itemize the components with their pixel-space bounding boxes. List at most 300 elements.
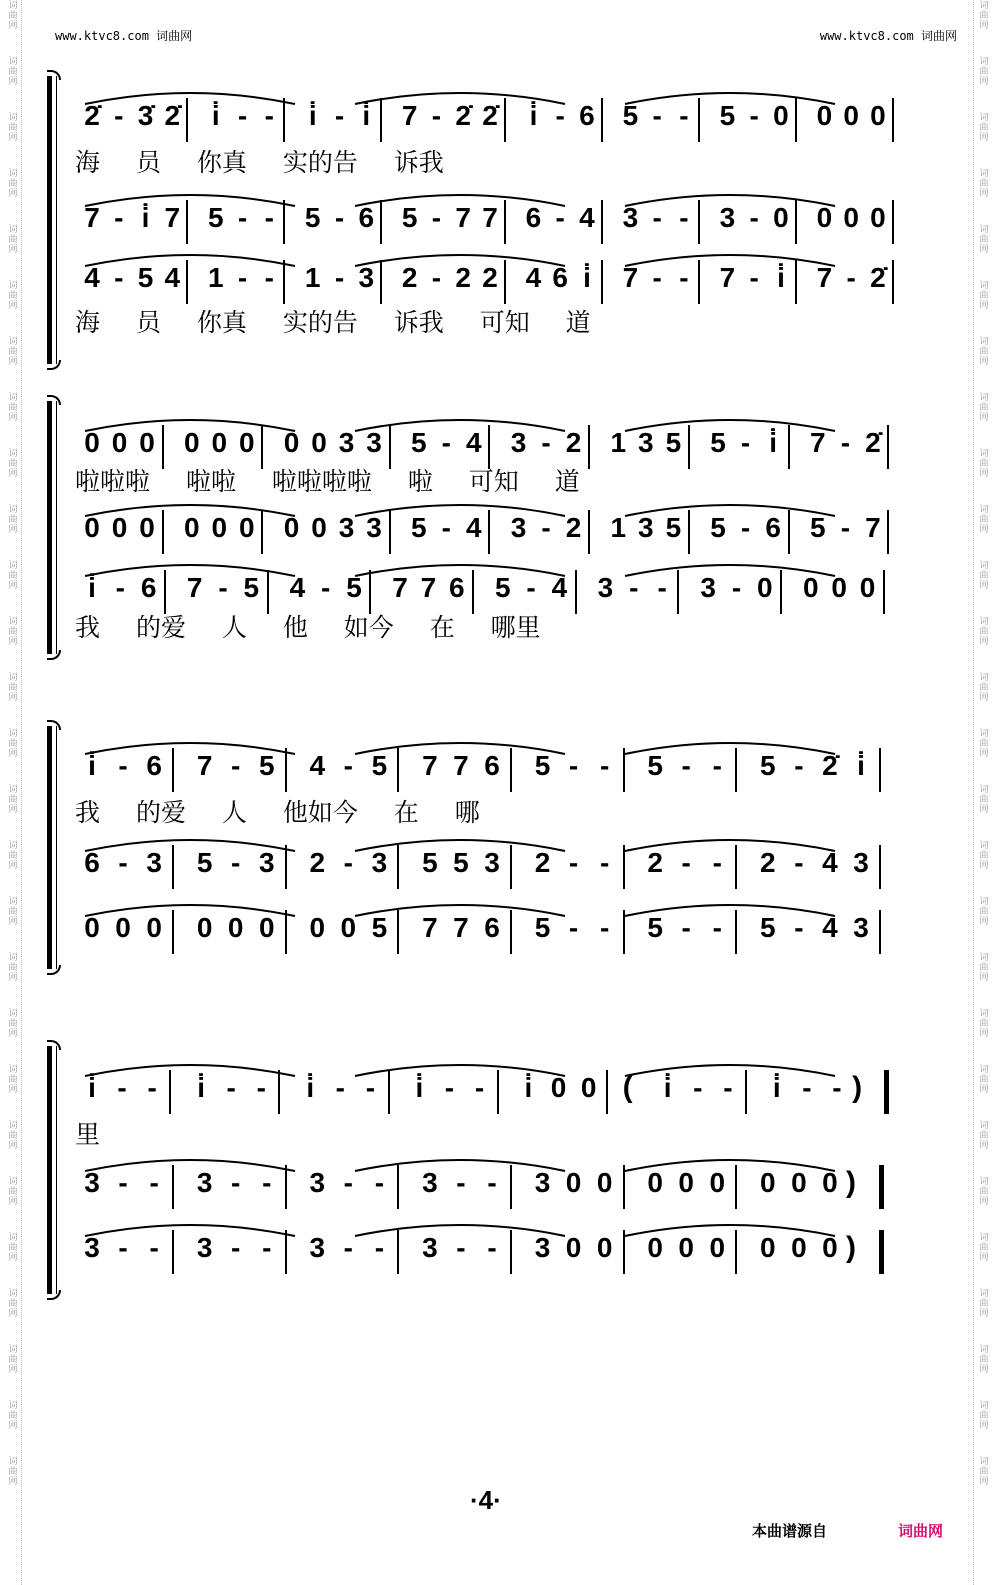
note: - bbox=[456, 1232, 466, 1263]
note: - bbox=[262, 1167, 272, 1198]
note: 6 bbox=[140, 572, 157, 603]
note: - bbox=[723, 1072, 733, 1103]
note: - bbox=[118, 1167, 128, 1198]
note: - bbox=[441, 512, 451, 543]
barline bbox=[186, 260, 188, 304]
watermark-mark: 词曲网 bbox=[978, 0, 989, 30]
note: 0 bbox=[678, 1167, 694, 1198]
note: 0 bbox=[822, 1167, 838, 1198]
note: - bbox=[652, 100, 662, 131]
note: - bbox=[599, 912, 610, 943]
note: - bbox=[431, 100, 442, 131]
barline bbox=[698, 200, 700, 244]
lyric-line bbox=[45, 467, 945, 497]
note: - bbox=[334, 100, 345, 131]
note: 0 bbox=[816, 100, 833, 131]
note: 3 bbox=[196, 1232, 213, 1263]
repeat-paren: ) bbox=[852, 1071, 863, 1104]
note: - bbox=[231, 847, 241, 878]
note: 3 bbox=[366, 512, 382, 543]
note: - bbox=[712, 912, 722, 943]
watermark-mark: 词曲网 bbox=[978, 672, 989, 702]
note: 0 bbox=[84, 912, 100, 943]
note: 0 bbox=[822, 1232, 838, 1263]
note: 4 bbox=[525, 262, 542, 293]
watermark-mark: 词曲网 bbox=[978, 560, 989, 590]
note: 5 bbox=[137, 262, 154, 293]
barline bbox=[879, 910, 881, 954]
watermark-mark: 词曲网 bbox=[7, 280, 18, 310]
watermark-mark: 词曲网 bbox=[7, 1456, 18, 1486]
note: 2 bbox=[759, 847, 776, 878]
note: - bbox=[256, 1072, 266, 1103]
barline bbox=[688, 425, 690, 469]
note: 7 bbox=[455, 202, 471, 233]
note: 0 bbox=[870, 202, 886, 233]
barline bbox=[172, 1230, 174, 1274]
note: 3 bbox=[622, 202, 639, 233]
barline bbox=[795, 260, 797, 304]
note: 0 bbox=[773, 202, 789, 233]
watermark-mark: 词曲网 bbox=[978, 1400, 989, 1430]
watermark-mark: 词曲网 bbox=[978, 728, 989, 758]
note: i̇ bbox=[362, 100, 371, 131]
note: - bbox=[431, 262, 442, 293]
watermark-mark: 词曲网 bbox=[978, 896, 989, 926]
note: 3 bbox=[853, 847, 869, 878]
barline bbox=[380, 200, 382, 244]
note: - bbox=[147, 1072, 157, 1103]
barline bbox=[172, 748, 174, 792]
note: 0 bbox=[311, 427, 327, 458]
note: 5 bbox=[243, 572, 260, 603]
note: - bbox=[652, 202, 662, 233]
barline bbox=[169, 1070, 171, 1114]
note: 0 bbox=[111, 512, 128, 543]
barline bbox=[261, 425, 263, 469]
note: 0 bbox=[596, 1167, 613, 1198]
note: i̇ bbox=[663, 1072, 672, 1103]
note: - bbox=[679, 202, 689, 233]
note: 7 bbox=[422, 750, 438, 781]
barline bbox=[601, 200, 603, 244]
note: - bbox=[802, 1072, 812, 1103]
note: - bbox=[231, 1232, 241, 1263]
note: - bbox=[114, 202, 124, 233]
note: 0 bbox=[709, 1167, 726, 1198]
watermark-mark: 词曲网 bbox=[978, 1288, 989, 1318]
watermark-mark: 词曲网 bbox=[978, 448, 989, 478]
note: 4 bbox=[822, 912, 838, 943]
watermark-mark: 词曲网 bbox=[978, 336, 989, 366]
note: 7 bbox=[865, 512, 881, 543]
note: 5 bbox=[453, 847, 469, 878]
note: 2̇ bbox=[164, 100, 181, 131]
note: 4 bbox=[309, 750, 326, 781]
watermark-mark: 词曲网 bbox=[7, 896, 18, 926]
note: - bbox=[681, 847, 691, 878]
barline bbox=[186, 98, 188, 142]
barline bbox=[397, 845, 399, 889]
note: 5 bbox=[401, 202, 418, 233]
note: 6 bbox=[765, 512, 781, 543]
note: - bbox=[431, 202, 442, 233]
note: 3 bbox=[638, 512, 654, 543]
note: - bbox=[712, 847, 722, 878]
note: - bbox=[264, 202, 274, 233]
note: 7 bbox=[810, 427, 826, 458]
watermark-mark: 词曲网 bbox=[978, 280, 989, 310]
barline bbox=[735, 1165, 737, 1209]
barline bbox=[735, 845, 737, 889]
note: 3 bbox=[510, 427, 527, 458]
note: 0 bbox=[146, 912, 162, 943]
note: 7 bbox=[482, 202, 498, 233]
note: - bbox=[117, 1072, 127, 1103]
note: 3 bbox=[484, 847, 500, 878]
note: 2̇ bbox=[870, 262, 886, 293]
note: 5 bbox=[422, 847, 438, 878]
note: 5 bbox=[710, 512, 726, 543]
note: 2 bbox=[309, 847, 326, 878]
note: - bbox=[365, 1072, 376, 1103]
barline bbox=[795, 200, 797, 244]
note: 0 bbox=[139, 512, 155, 543]
note: 0 bbox=[211, 512, 228, 543]
barline bbox=[510, 910, 512, 954]
note: 2̇ bbox=[482, 100, 498, 131]
note: 3 bbox=[309, 1167, 326, 1198]
note: 0 bbox=[831, 572, 847, 603]
note: 5 bbox=[710, 427, 726, 458]
watermark-mark: 词曲网 bbox=[7, 392, 18, 422]
note: i̇ bbox=[529, 100, 538, 131]
lyric-text: 啦啦啦 啦啦 啦啦啦啦 啦 可知 道 bbox=[75, 467, 580, 496]
note: 0 bbox=[816, 202, 833, 233]
note: 0 bbox=[196, 912, 213, 943]
watermark-mark: 词曲网 bbox=[7, 56, 18, 86]
barline bbox=[510, 1230, 512, 1274]
note: 0 bbox=[791, 1167, 807, 1198]
note: i̇ bbox=[88, 1072, 96, 1103]
note: - bbox=[679, 262, 689, 293]
note: 6 bbox=[484, 750, 500, 781]
barline bbox=[380, 260, 382, 304]
note: 3̇ bbox=[137, 100, 154, 131]
lyric-text: 海 员 你真 实的告 诉我 可知 道 bbox=[75, 308, 591, 337]
note: 2 bbox=[647, 847, 663, 878]
repeat-paren: ( bbox=[622, 1071, 633, 1104]
note: - bbox=[444, 1072, 455, 1103]
watermark-mark: 词曲网 bbox=[7, 1400, 18, 1430]
note: 2̇ bbox=[84, 100, 100, 131]
barline bbox=[698, 98, 700, 142]
watermark-mark: 词曲网 bbox=[7, 448, 18, 478]
barline bbox=[887, 510, 889, 554]
note: - bbox=[237, 202, 248, 233]
barline bbox=[283, 200, 285, 244]
note: - bbox=[237, 262, 248, 293]
watermark-mark: 词曲网 bbox=[7, 112, 18, 142]
note: 3 bbox=[510, 512, 527, 543]
note: - bbox=[456, 1167, 466, 1198]
lyric-line bbox=[45, 613, 945, 643]
barline bbox=[698, 260, 700, 304]
note: i̇ bbox=[415, 1072, 424, 1103]
note-line bbox=[45, 570, 945, 610]
header-site-right: www.ktvc8.com 词曲网 bbox=[819, 29, 957, 43]
note: i̇ bbox=[211, 100, 220, 131]
note: - bbox=[599, 750, 610, 781]
barline bbox=[883, 570, 885, 614]
note: 5 bbox=[258, 750, 275, 781]
barline bbox=[283, 260, 285, 304]
note: 3 bbox=[853, 912, 869, 943]
watermark-mark: 词曲网 bbox=[7, 672, 18, 702]
lyric-line bbox=[45, 308, 945, 338]
note: - bbox=[794, 912, 804, 943]
note: - bbox=[794, 847, 804, 878]
note: 0 bbox=[211, 427, 228, 458]
note: - bbox=[441, 427, 451, 458]
note: 2̇ bbox=[865, 427, 881, 458]
note: 0 bbox=[183, 512, 200, 543]
note: 7 bbox=[422, 912, 438, 943]
barline bbox=[186, 200, 188, 244]
note: - bbox=[264, 262, 274, 293]
note: 5 bbox=[759, 912, 776, 943]
note: - bbox=[568, 750, 579, 781]
barline bbox=[504, 200, 506, 244]
note: 3 bbox=[84, 1167, 100, 1198]
note: 0 bbox=[647, 1167, 663, 1198]
note: - bbox=[118, 847, 128, 878]
note: 3 bbox=[338, 427, 355, 458]
note: i̇ bbox=[583, 262, 591, 293]
note: 2 bbox=[565, 427, 582, 458]
barline bbox=[172, 1165, 174, 1209]
watermark-mark: 词曲网 bbox=[978, 1456, 989, 1486]
barline bbox=[261, 510, 263, 554]
watermark-mark: 词曲网 bbox=[7, 560, 18, 590]
barline bbox=[164, 570, 166, 614]
watermark-mark: 词曲网 bbox=[7, 1232, 18, 1262]
watermark-mark: 词曲网 bbox=[978, 112, 989, 142]
barline bbox=[504, 98, 506, 142]
note: i̇ bbox=[308, 100, 317, 131]
barline bbox=[283, 98, 285, 142]
note: - bbox=[334, 202, 345, 233]
watermark-mark: 词曲网 bbox=[978, 784, 989, 814]
barline bbox=[285, 845, 287, 889]
lyric-text: 海 员 你真 实的告 诉我 bbox=[75, 148, 444, 177]
note: 5 bbox=[371, 750, 388, 781]
note-line bbox=[45, 1165, 945, 1205]
note: 7 bbox=[622, 262, 639, 293]
note: 0 bbox=[139, 427, 155, 458]
note: - bbox=[374, 1167, 385, 1198]
note: - bbox=[731, 572, 742, 603]
note: 3 bbox=[338, 512, 355, 543]
note: - bbox=[474, 1072, 485, 1103]
barline bbox=[285, 910, 287, 954]
score-system bbox=[45, 70, 945, 370]
note: - bbox=[681, 912, 691, 943]
note: 0 bbox=[647, 1232, 663, 1263]
note: i̇ bbox=[306, 1072, 315, 1103]
note: i̇ bbox=[197, 1072, 205, 1103]
barline bbox=[788, 510, 790, 554]
note: - bbox=[218, 572, 228, 603]
note: - bbox=[652, 262, 662, 293]
note: 5 bbox=[196, 847, 213, 878]
note: 0 bbox=[596, 1232, 613, 1263]
note: - bbox=[740, 512, 751, 543]
right-watermark-strip bbox=[973, 0, 993, 1585]
watermark-mark: 词曲网 bbox=[7, 504, 18, 534]
note: 6 bbox=[525, 202, 542, 233]
note: 0 bbox=[773, 100, 789, 131]
watermark-mark: 词曲网 bbox=[7, 952, 18, 982]
lyric-line bbox=[45, 798, 945, 828]
note: - bbox=[343, 750, 353, 781]
note-line bbox=[45, 1230, 945, 1270]
watermark-mark: 词曲网 bbox=[7, 168, 18, 198]
source-brand-link[interactable]: 词曲网 bbox=[898, 1522, 944, 1540]
score-system bbox=[45, 1040, 945, 1300]
barline bbox=[278, 1070, 280, 1114]
note: 3 bbox=[638, 427, 654, 458]
note: 0 bbox=[311, 512, 327, 543]
note: - bbox=[526, 572, 536, 603]
barline bbox=[788, 425, 790, 469]
barline bbox=[879, 845, 881, 889]
watermark-mark: 词曲网 bbox=[7, 1064, 18, 1094]
barline bbox=[397, 1165, 399, 1209]
barline bbox=[504, 260, 506, 304]
note: 1 bbox=[304, 262, 321, 293]
watermark-mark: 词曲网 bbox=[978, 392, 989, 422]
barline bbox=[472, 570, 474, 614]
note: 7 bbox=[84, 202, 100, 233]
note: 3 bbox=[309, 1232, 326, 1263]
note-line bbox=[45, 260, 945, 300]
barline bbox=[601, 260, 603, 304]
note: 5 bbox=[647, 750, 663, 781]
note: 3 bbox=[371, 847, 388, 878]
note: 6 bbox=[579, 100, 595, 131]
note: 7 bbox=[186, 572, 203, 603]
note: 0 bbox=[283, 427, 300, 458]
note: 7 bbox=[164, 202, 181, 233]
note: 3 bbox=[84, 1232, 100, 1263]
note: 6 bbox=[448, 572, 465, 603]
note: - bbox=[264, 100, 274, 131]
barline bbox=[389, 425, 391, 469]
lyric-line bbox=[45, 1120, 945, 1150]
note: - bbox=[334, 262, 345, 293]
note: 1 bbox=[207, 262, 224, 293]
note: 5 bbox=[304, 202, 321, 233]
watermark-mark: 词曲网 bbox=[978, 1344, 989, 1374]
note: 0 bbox=[227, 912, 244, 943]
note: 0 bbox=[84, 512, 100, 543]
barline bbox=[735, 748, 737, 792]
note: - bbox=[840, 512, 851, 543]
note: 5 bbox=[346, 572, 362, 603]
barline bbox=[780, 570, 782, 614]
watermark-mark: 词曲网 bbox=[978, 56, 989, 86]
note: 0 bbox=[803, 572, 819, 603]
note: - bbox=[541, 512, 551, 543]
barline bbox=[588, 510, 590, 554]
note: - bbox=[487, 1167, 497, 1198]
note: 7 bbox=[453, 912, 469, 943]
note: - bbox=[114, 100, 124, 131]
note: 0 bbox=[859, 572, 876, 603]
note: - bbox=[114, 262, 124, 293]
note: i̇ bbox=[857, 750, 865, 781]
barline bbox=[510, 1165, 512, 1209]
note: 0 bbox=[843, 202, 859, 233]
repeat-paren: ) bbox=[846, 1231, 856, 1264]
note: 5 bbox=[371, 912, 388, 943]
note: 0 bbox=[309, 912, 326, 943]
watermark-mark: 词曲网 bbox=[978, 168, 989, 198]
note: 6 bbox=[484, 912, 500, 943]
barline bbox=[735, 1230, 737, 1274]
note: - bbox=[657, 572, 667, 603]
watermark-mark: 词曲网 bbox=[978, 952, 989, 982]
lyric-line bbox=[45, 148, 945, 178]
watermark-mark: 词曲网 bbox=[978, 1120, 989, 1150]
note: - bbox=[794, 750, 804, 781]
watermark-mark: 词曲网 bbox=[7, 1344, 18, 1374]
note: 0 bbox=[239, 512, 255, 543]
note: 5 bbox=[647, 912, 663, 943]
note: 2 bbox=[401, 262, 418, 293]
note: 0 bbox=[258, 912, 275, 943]
barline bbox=[510, 748, 512, 792]
note: - bbox=[231, 1167, 241, 1198]
barline bbox=[397, 1230, 399, 1274]
barline bbox=[623, 1230, 625, 1274]
watermark-mark: 词曲网 bbox=[7, 1288, 18, 1318]
note: 0 bbox=[843, 100, 859, 131]
barline bbox=[162, 425, 164, 469]
note: 3 bbox=[597, 572, 614, 603]
note: 3 bbox=[700, 572, 716, 603]
note: 7 bbox=[719, 262, 736, 293]
watermark-mark: 词曲网 bbox=[978, 1176, 989, 1206]
note: 4 bbox=[84, 262, 100, 293]
note: - bbox=[740, 427, 751, 458]
barline bbox=[488, 510, 490, 554]
note-line bbox=[45, 748, 945, 788]
note: - bbox=[118, 750, 128, 781]
note: 0 bbox=[678, 1232, 694, 1263]
note-line bbox=[45, 845, 945, 885]
note: i̇ bbox=[772, 1072, 781, 1103]
note: 1 bbox=[610, 427, 627, 458]
note: 0 bbox=[283, 512, 300, 543]
note: 3 bbox=[422, 1167, 438, 1198]
lyric-text: 我 的爱 人 他 如今 在 哪里 bbox=[75, 613, 541, 642]
barline bbox=[588, 425, 590, 469]
watermark-mark: 词曲网 bbox=[978, 1232, 989, 1262]
barline bbox=[369, 570, 371, 614]
note: 3 bbox=[196, 1167, 213, 1198]
